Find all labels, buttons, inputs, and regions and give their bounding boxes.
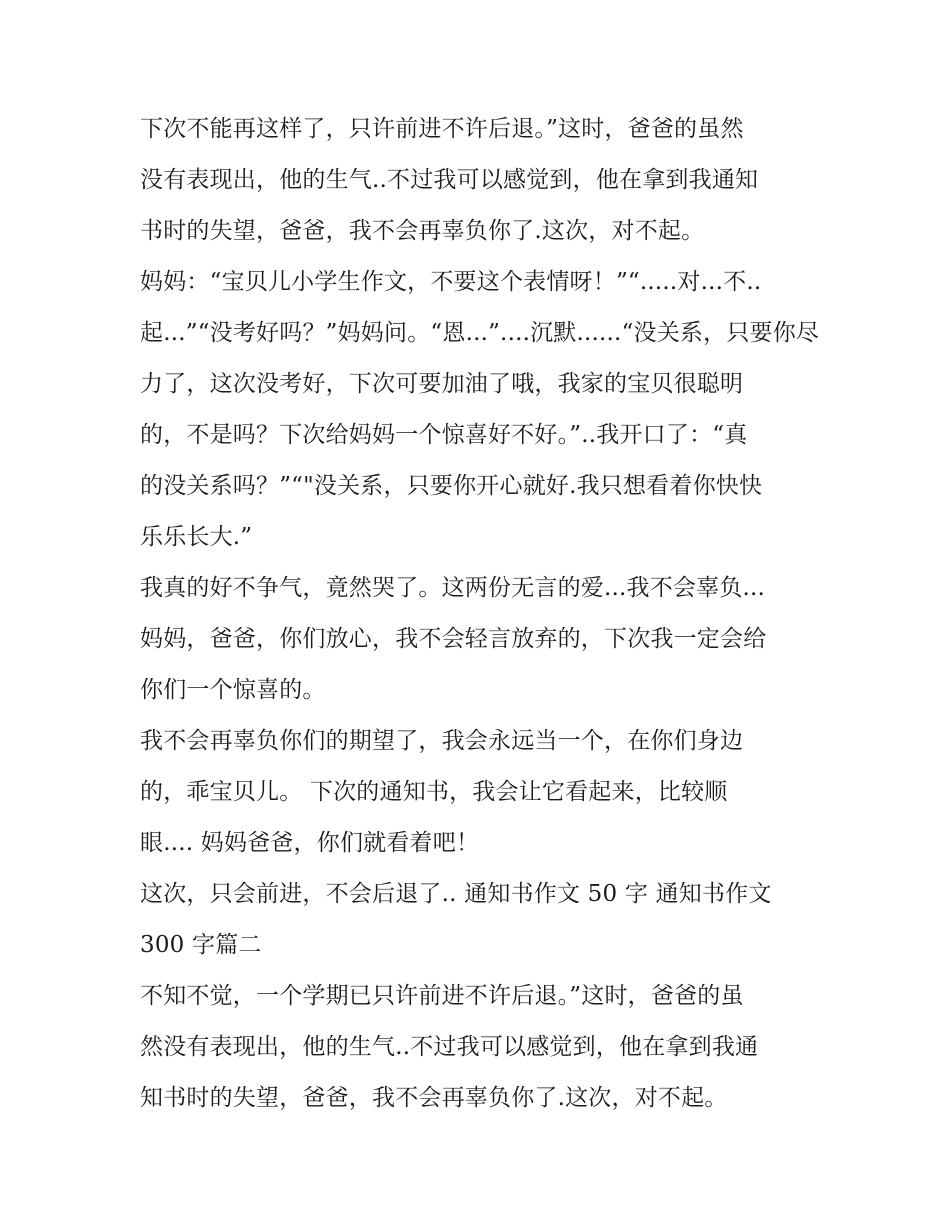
text-line: 妈妈，爸爸，你们放心，我不会轻言放弃的，下次我一定会给	[140, 626, 767, 652]
text-line: 的，乖宝贝儿。 下次的通知书，我会让它看起来，比较顺	[140, 779, 728, 805]
text-line: 知书时的失望，爸爸，我不会再辜负你了.这次，对不起。	[140, 1085, 728, 1111]
text-line: 我真的好不争气，竟然哭了。这两份无言的爱...我不会辜负...	[140, 575, 766, 601]
text-line: 我不会再辜负你们的期望了，我会永远当一个，在你们身边	[140, 728, 744, 754]
text-line: 不知不觉，一个学期已只许前进不许后退。”这时，爸爸的虽	[140, 983, 744, 1009]
text-line: 下次不能再这样了，只许前进不许后退。”这时，爸爸的虽然	[140, 116, 744, 142]
text-line: 力了，这次没考好，下次可要加油了哦，我家的宝贝很聪明	[140, 371, 744, 397]
text-line: 300 字篇二	[140, 932, 262, 958]
text-line: 的，不是吗？下次给妈妈一个惊喜好不好。”..我开口了：“真	[140, 422, 748, 448]
text-line: 然没有表现出，他的生气..不过我可以感觉到，他在拿到我通	[140, 1034, 759, 1060]
text-line: 没有表现出，他的生气..不过我可以感觉到，他在拿到我通知	[140, 167, 759, 193]
text-line: 眼.... 妈妈爸爸，你们就看着吧！	[140, 830, 480, 856]
text-line: 你们一个惊喜的。	[140, 677, 326, 703]
text-line: 乐乐长大.”	[140, 524, 253, 550]
text-line: 的没关系吗？”“"没关系，只要你开心就好.我只想看着你快快	[140, 473, 763, 499]
text-line: 妈妈：“宝贝儿小学生作文，不要这个表情呀！”“.....对...不..	[140, 269, 762, 295]
text-line: 起...”“没考好吗？”妈妈问。“恩...”....沉默......“没关系，只要你尽	[140, 320, 820, 346]
text-line: 书时的失望，爸爸，我不会再辜负你了.这次，对不起。	[140, 218, 705, 244]
text-line: 这次，只会前进，不会后退了.. 通知书作文 50 字 通知书作文	[140, 881, 772, 907]
